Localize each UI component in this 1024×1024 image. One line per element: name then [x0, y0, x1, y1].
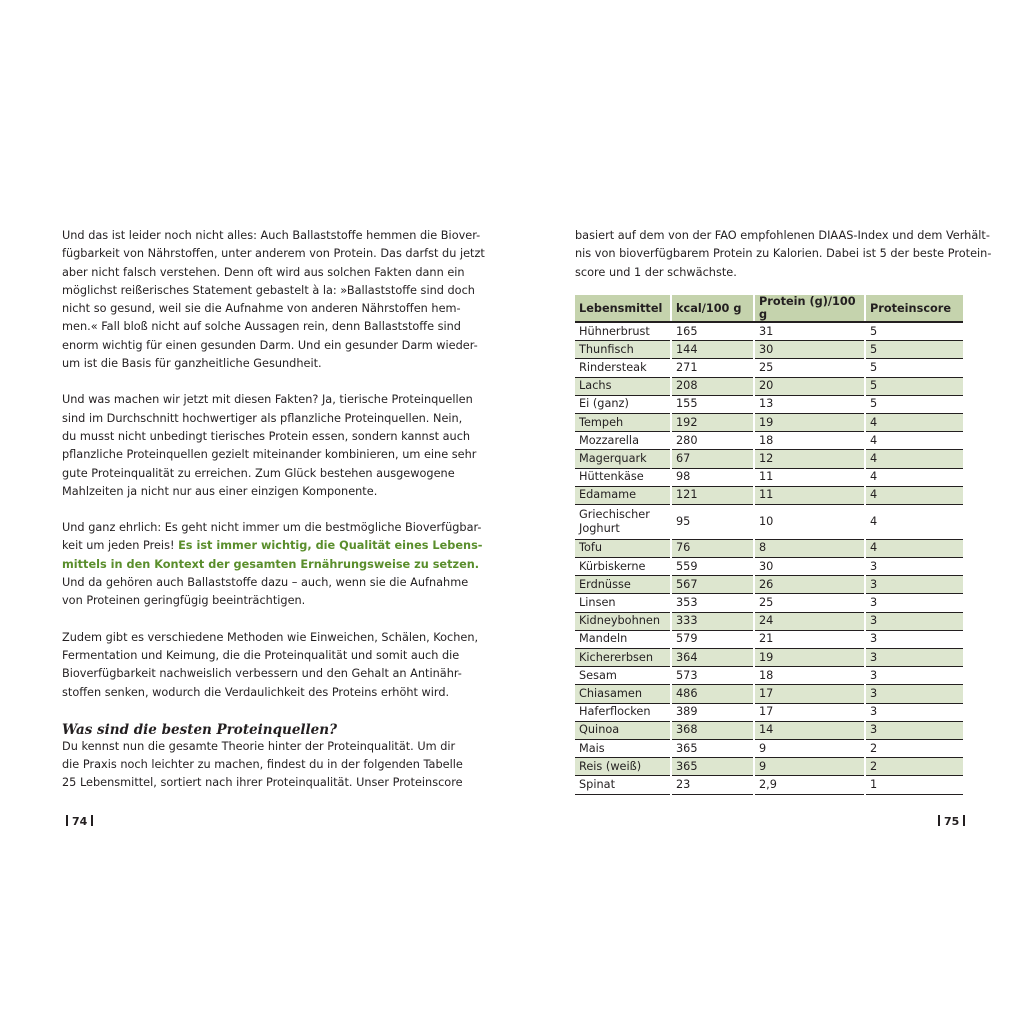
cell-lebensmittel: Sesam [575, 667, 671, 685]
cell-kcal: 98 [671, 468, 754, 486]
cell-protein: 2,9 [754, 776, 865, 794]
text-line: basiert auf dem von der FAO empfohlenen DIAAS-Index und dem Verhält- [575, 229, 990, 242]
text-line: Und ganz ehrlich: Es geht nicht immer um die bestmögliche Bioverfügbar- [62, 521, 482, 535]
cell-lebensmittel: Mandeln [575, 630, 671, 648]
table-row [575, 630, 963, 648]
cell-proteinscore: 3 [865, 703, 963, 721]
text-line: pflanzliche Proteinquellen gezielt miteinander kombinieren, um eine sehr [62, 448, 477, 462]
cell-lebensmittel: Linsen [575, 594, 671, 612]
cell-lebensmittel: Reis (weiß) [575, 758, 671, 776]
cell-proteinscore: 5 [865, 377, 963, 395]
text-line: du musst nicht unbedingt tierisches Protein essen, sondern kannst auch [62, 429, 471, 443]
cell-protein: 19 [754, 413, 865, 431]
protein-table [575, 295, 963, 795]
table-row [575, 576, 963, 594]
cell-lebensmittel: Mozzarella [575, 432, 671, 450]
cell-kcal: 365 [671, 758, 754, 776]
header-kcal: kcal/100 g [671, 295, 754, 322]
cell-protein: 25 [754, 359, 865, 377]
text-line: Mahlzeiten ja nicht nur aus einer einzigen Komponente. [62, 484, 378, 498]
cell-protein: 9 [754, 758, 865, 776]
cell-lebensmittel: Erdnüsse [575, 576, 671, 594]
table-row [575, 468, 963, 486]
text-line: nicht so gesund, weil sie die Aufnahme von anderen Nährstoffen hem- [62, 302, 461, 316]
table-row [575, 539, 963, 557]
text-line: Und was machen wir jetzt mit diesen Fakten? Ja, tierische Proteinquellen [62, 393, 473, 407]
right-page-intro [575, 227, 992, 300]
highlight-text: Es ist immer wichtig, die Qualität eines Lebens- [178, 539, 483, 553]
cell-lebensmittel: Magerquark [575, 450, 671, 468]
table-row [575, 432, 963, 450]
cell-lebensmittel: Edamame [575, 486, 671, 504]
text-line: men.« Fall bloß nicht auf solche Aussagen rein, denn Ballaststoffe sind [62, 320, 461, 334]
cell-lebensmittel: Hüttenkäse [575, 468, 671, 486]
table-row [575, 721, 963, 739]
table-row [575, 558, 963, 576]
cell-kcal: 121 [671, 486, 754, 504]
table-row [575, 395, 963, 413]
cell-proteinscore: 3 [865, 667, 963, 685]
cell-kcal: 486 [671, 685, 754, 703]
table-header-row [575, 295, 963, 322]
cell-proteinscore: 3 [865, 558, 963, 576]
text-line: sind im Durchschnitt hochwertiger als pflanzliche Proteinquellen. Nein, [62, 411, 463, 425]
text-line: enorm wichtig für einen gesunden Darm. Und ein gesunder Darm wieder- [62, 338, 478, 352]
paragraph-methoden [62, 629, 479, 702]
cell-proteinscore: 4 [865, 504, 963, 539]
cell-lebensmittel: Griechischer Joghurt [575, 504, 671, 539]
text-line: Du kennst nun die gesamte Theorie hinter der Proteinqualität. Um dir [62, 739, 456, 753]
cell-kcal: 579 [671, 630, 754, 648]
cell-protein: 13 [754, 395, 865, 413]
cell-proteinscore: 4 [865, 486, 963, 504]
cell-lebensmittel: Thunfisch [575, 341, 671, 359]
highlight-text: mittels in den Kontext der gesamten Ernährungsweise zu setzen. [62, 557, 480, 571]
paragraph-bioverfuegbarkeit [62, 519, 483, 610]
text-fragment: keit um jeden Preis! [62, 539, 179, 553]
cell-proteinscore: 5 [865, 322, 963, 341]
text-line: aber nicht falsch verstehen. Denn oft wird aus solchen Fakten dann ein [62, 265, 465, 279]
cell-protein: 30 [754, 341, 865, 359]
left-page-text [62, 227, 485, 811]
cell-lebensmittel: Haferflocken [575, 703, 671, 721]
table-row [575, 359, 963, 377]
cell-proteinscore: 4 [865, 450, 963, 468]
table-row [575, 322, 963, 341]
cell-lebensmittel: Lachs [575, 377, 671, 395]
paragraph-theorie [62, 738, 463, 793]
folio-bar [938, 815, 940, 826]
text-line: nis von bioverfügbarem Protein zu Kalorien. Dabei ist 5 der beste Protein- [575, 247, 992, 261]
cell-protein: 20 [754, 377, 865, 395]
cell-kcal: 271 [671, 359, 754, 377]
cell-protein: 26 [754, 576, 865, 594]
cell-proteinscore: 3 [865, 576, 963, 594]
cell-proteinscore: 5 [865, 395, 963, 413]
cell-protein: 11 [754, 468, 865, 486]
text-line: um ist die Basis für ganzheitliche Gesundheit. [62, 357, 322, 371]
cell-proteinscore: 3 [865, 649, 963, 667]
text-line: Und da gehören auch Ballaststoffe dazu – auch, wenn sie die Aufnahme [62, 576, 469, 590]
cell-lebensmittel: Tempeh [575, 413, 671, 431]
cell-protein: 14 [754, 721, 865, 739]
cell-kcal: 353 [671, 594, 754, 612]
table-row [575, 594, 963, 612]
cell-protein: 25 [754, 594, 865, 612]
cell-lebensmittel: Kichererbsen [575, 649, 671, 667]
table-row [575, 685, 963, 703]
text-line: stoffen senken, wodurch die Verdaulichkeit des Proteins erhöht wird. [62, 685, 450, 699]
text-line: Und das ist leider noch nicht alles: Auch Ballaststoffe hemmen die Biover- [62, 229, 481, 242]
cell-kcal: 365 [671, 739, 754, 757]
text-line: 25 Lebensmittel, sortiert nach ihrer Proteinqualität. Unser Proteinscore [62, 776, 463, 790]
page-number-text: 75 [944, 815, 960, 828]
cell-lebensmittel: Ei (ganz) [575, 395, 671, 413]
cell-kcal: 280 [671, 432, 754, 450]
table-row [575, 504, 963, 539]
cell-lebensmittel: Hühnerbrust [575, 322, 671, 341]
cell-kcal: 23 [671, 776, 754, 794]
table-row [575, 341, 963, 359]
text-line: möglichst reißerisches Statement gebastelt à la: »Ballaststoffe sind doch [62, 283, 475, 297]
cell-lebensmittel: Rindersteak [575, 359, 671, 377]
cell-proteinscore: 4 [865, 413, 963, 431]
folio-bar [91, 815, 93, 826]
cell-proteinscore: 4 [865, 468, 963, 486]
cell-kcal: 368 [671, 721, 754, 739]
cell-lebensmittel: Quinoa [575, 721, 671, 739]
table-row [575, 486, 963, 504]
text-line: Bioverfügbarkeit nachweislich verbessern und den Gehalt an Antinähr- [62, 667, 462, 681]
cell-lebensmittel: Mais [575, 739, 671, 757]
cell-protein: 31 [754, 322, 865, 341]
table-row [575, 739, 963, 757]
cell-protein: 30 [754, 558, 865, 576]
cell-kcal: 559 [671, 558, 754, 576]
cell-lebensmittel: Spinat [575, 776, 671, 794]
cell-protein: 9 [754, 739, 865, 757]
cell-proteinscore: 2 [865, 739, 963, 757]
table-row [575, 649, 963, 667]
text-line: Fermentation und Keimung, die die Proteinqualität und somit auch die [62, 648, 460, 662]
text-line: fügbarkeit von Nährstoffen, unter anderem von Protein. Das darfst du jetzt [62, 247, 485, 261]
table-row [575, 758, 963, 776]
table-row [575, 612, 963, 630]
cell-kcal: 208 [671, 377, 754, 395]
cell-protein: 10 [754, 504, 865, 539]
cell-protein: 8 [754, 539, 865, 557]
cell-protein: 18 [754, 432, 865, 450]
text-line: von Proteinen geringfügig beeinträchtigen. [62, 594, 306, 608]
cell-proteinscore: 3 [865, 612, 963, 630]
table-row [575, 377, 963, 395]
cell-lebensmittel: Kürbiskerne [575, 558, 671, 576]
table-row [575, 413, 963, 431]
table-body [575, 322, 963, 794]
cell-lebensmittel: Chiasamen [575, 685, 671, 703]
cell-kcal: 144 [671, 341, 754, 359]
header-proteinscore: Proteinscore [865, 295, 963, 322]
folio-bar [66, 815, 68, 826]
section-heading: Was sind die besten Proteinquellen? [62, 721, 337, 738]
cell-proteinscore: 2 [865, 758, 963, 776]
cell-proteinscore: 5 [865, 341, 963, 359]
cell-proteinscore: 5 [865, 359, 963, 377]
header-lebensmittel: Lebensmittel [575, 295, 671, 322]
cell-kcal: 333 [671, 612, 754, 630]
header-protein: Protein (g)/100 g [754, 295, 865, 322]
page-number-text: 74 [72, 815, 88, 828]
cell-kcal: 165 [671, 322, 754, 341]
cell-kcal: 192 [671, 413, 754, 431]
cell-kcal: 76 [671, 539, 754, 557]
cell-kcal: 67 [671, 450, 754, 468]
cell-proteinscore: 3 [865, 721, 963, 739]
table-row [575, 703, 963, 721]
cell-proteinscore: 3 [865, 685, 963, 703]
table-row [575, 450, 963, 468]
cell-protein: 18 [754, 667, 865, 685]
page-number-right [934, 815, 969, 828]
text-line: Zudem gibt es verschiedene Methoden wie Einweichen, Schälen, Kochen, [62, 630, 479, 644]
paragraph-intro [575, 227, 992, 282]
page-number-left [62, 815, 97, 828]
cell-lebensmittel: Tofu [575, 539, 671, 557]
cell-kcal: 567 [671, 576, 754, 594]
cell-kcal: 155 [671, 395, 754, 413]
cell-lebensmittel: Kidneybohnen [575, 612, 671, 630]
cell-proteinscore: 4 [865, 539, 963, 557]
table-row [575, 776, 963, 794]
cell-protein: 17 [754, 703, 865, 721]
cell-proteinscore: 4 [865, 432, 963, 450]
cell-kcal: 364 [671, 649, 754, 667]
table-row [575, 667, 963, 685]
cell-protein: 21 [754, 630, 865, 648]
cell-kcal: 95 [671, 504, 754, 539]
cell-protein: 11 [754, 486, 865, 504]
text-line: die Praxis noch leichter zu machen, findest du in der folgenden Tabelle [62, 758, 463, 772]
cell-kcal: 389 [671, 703, 754, 721]
cell-protein: 12 [754, 450, 865, 468]
paragraph-ballaststoffe [62, 227, 485, 373]
text-line [62, 537, 483, 555]
cell-protein: 17 [754, 685, 865, 703]
cell-proteinscore: 1 [865, 776, 963, 794]
cell-protein: 19 [754, 649, 865, 667]
cell-proteinscore: 3 [865, 594, 963, 612]
folio-bar [963, 815, 965, 826]
cell-proteinscore: 3 [865, 630, 963, 648]
text-line: gute Proteinqualität zu erreichen. Zum Glück bestehen ausgewogene [62, 466, 455, 480]
cell-kcal: 573 [671, 667, 754, 685]
paragraph-fakten [62, 391, 477, 501]
cell-protein: 24 [754, 612, 865, 630]
text-line: score und 1 der schwächste. [575, 265, 737, 279]
